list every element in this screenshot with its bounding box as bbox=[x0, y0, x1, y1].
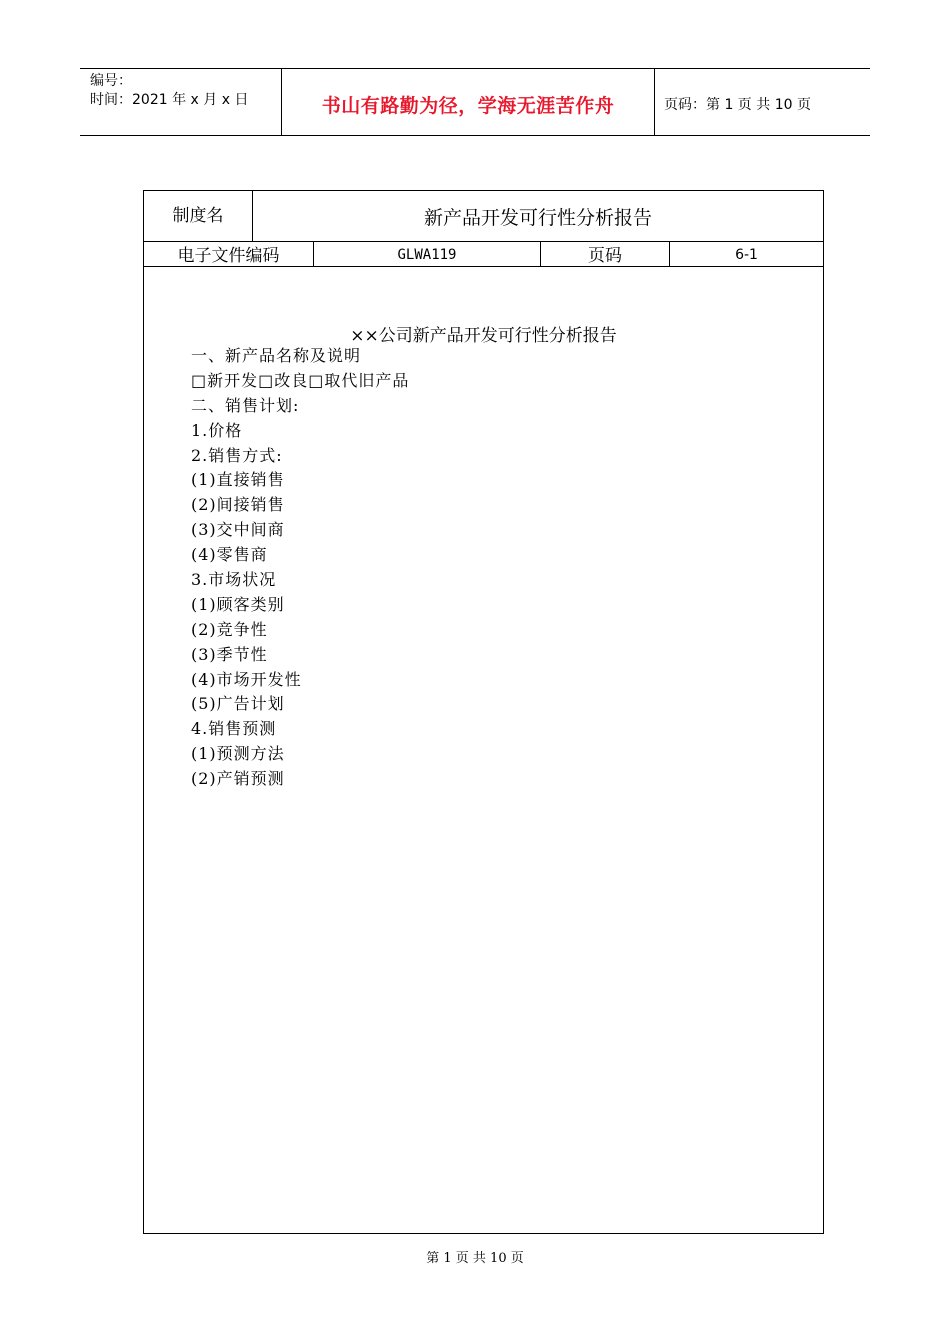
page-footer: 第 1 页 共 10 页 bbox=[426, 1251, 524, 1266]
document-header bbox=[80, 68, 870, 136]
content-line: (5)广告计划 bbox=[191, 694, 285, 714]
content-line: (2)产销预测 bbox=[191, 769, 285, 789]
page-value: 6-1 bbox=[735, 247, 758, 263]
policy-name-label: 制度名 bbox=[144, 191, 253, 241]
content-line: 1.价格 bbox=[191, 420, 243, 440]
file-code-value: GLWA119 bbox=[314, 242, 541, 266]
content-line: (2)竞争性 bbox=[191, 619, 268, 639]
content-line: 4.销售预测 bbox=[191, 719, 277, 739]
content-line: (1)直接销售 bbox=[191, 470, 285, 490]
content-line: (4)市场开发性 bbox=[191, 669, 302, 689]
time-label: 时间：2021 年 x 月 x 日 bbox=[90, 92, 249, 108]
report-content bbox=[191, 344, 409, 792]
header-page-info: 页码：第 1 页 共 10 页 bbox=[664, 97, 811, 113]
report-title: ××公司新产品开发可行性分析报告 bbox=[350, 326, 617, 346]
content-line: 2.销售方式: bbox=[191, 445, 283, 465]
form-title-row bbox=[144, 191, 823, 242]
content-line: (4)零售商 bbox=[191, 545, 268, 565]
page-label: 页码 bbox=[541, 242, 670, 266]
policy-title: 新产品开发可行性分析报告 bbox=[423, 207, 652, 229]
content-line: 一、新产品名称及说明 bbox=[191, 346, 362, 365]
content-line: (2)间接销售 bbox=[191, 495, 285, 515]
form-frame bbox=[143, 190, 824, 1234]
header-motto: 书山有路勤为径，学海无涯苦作舟 bbox=[321, 95, 615, 117]
content-line: (3)季节性 bbox=[191, 644, 268, 664]
content-line: (1)顾客类别 bbox=[191, 594, 285, 614]
number-label: 编号： bbox=[90, 73, 132, 89]
content-line: (3)交中间商 bbox=[191, 520, 285, 540]
content-line: 3.市场状况 bbox=[191, 570, 277, 590]
content-line: (1)预测方法 bbox=[191, 744, 285, 764]
form-meta-row bbox=[144, 242, 823, 267]
file-code-label: 电子文件编码 bbox=[144, 242, 314, 266]
header-divider bbox=[654, 69, 655, 136]
content-line: □新开发□改良□取代旧产品 bbox=[191, 370, 410, 390]
header-meta bbox=[90, 72, 248, 110]
content-line: 二、销售计划: bbox=[191, 395, 300, 415]
